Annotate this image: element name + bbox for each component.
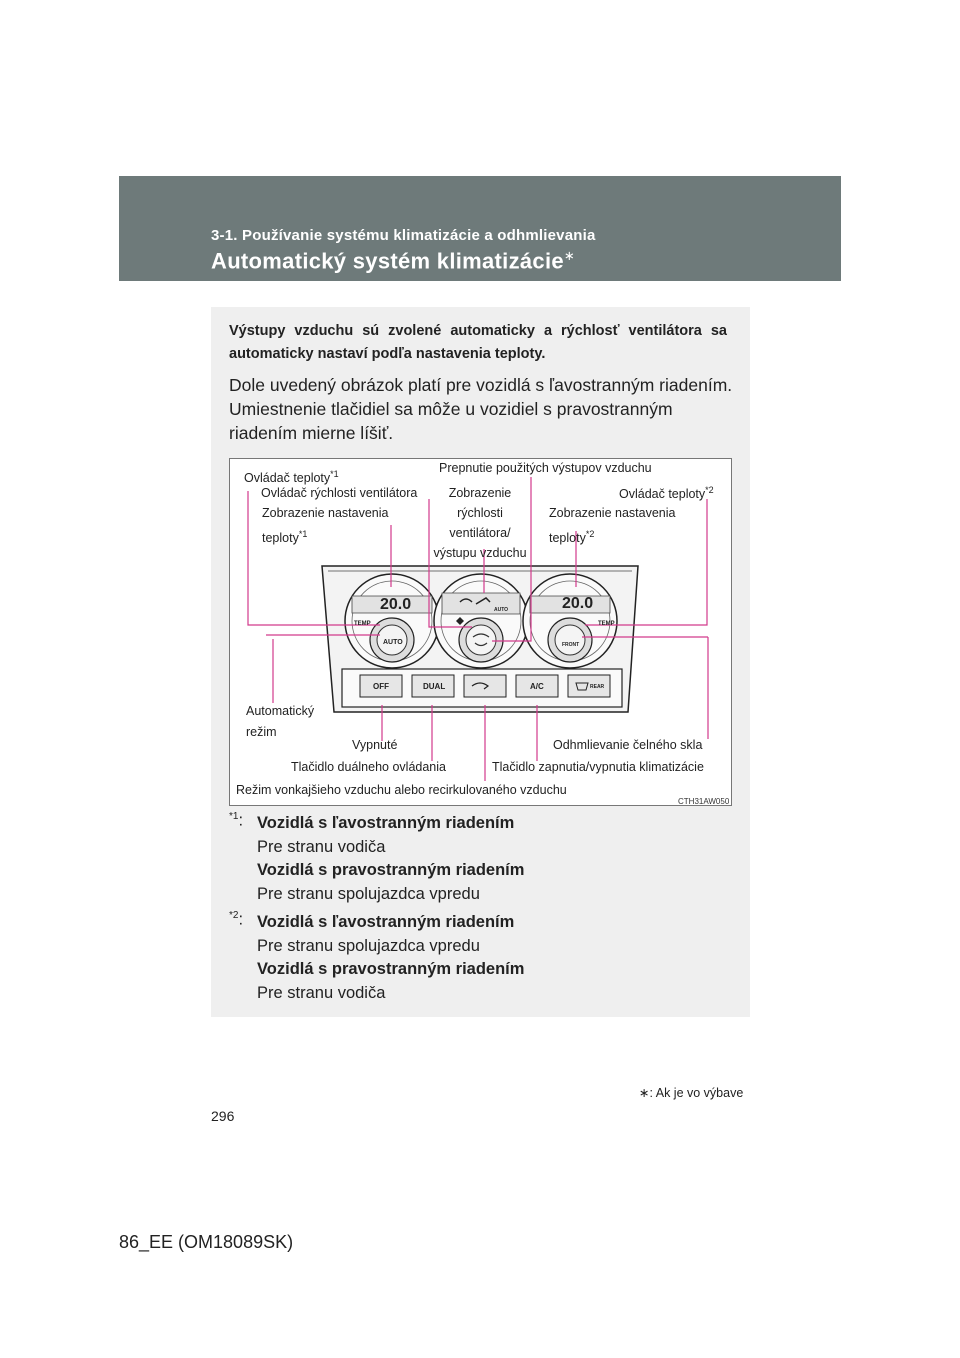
auto-knob-label: AUTO <box>383 639 403 646</box>
label-temp-display-1-sup: *1 <box>298 529 308 539</box>
label-temp-display-2 <box>549 503 699 549</box>
label-recirc-mode: Režim vonkajšieho vzduchu alebo recirkulovaného vzduchu <box>236 783 567 797</box>
label-auto-mode: Automatický režim <box>246 704 315 739</box>
intro-text: Dole uvedený obrázok platí pre vozidlá s ľavostranným riadením. Umiestnenie tlačidiel sa môže u vozidiel s pravostranným riadením mierne líšiť. <box>229 375 733 443</box>
note-1-line-4: Pre stranu spolujazdca vpredu <box>257 884 480 903</box>
optional-mark: ∗ <box>563 248 576 263</box>
note-2-line-4: Pre stranu vodiča <box>257 983 386 1002</box>
label-fan-speed-control: Ovládač rýchlosti ventilátora <box>261 486 418 500</box>
note-2-mark: $^{*2}$: <box>229 910 244 929</box>
label-temp-display-1 <box>262 503 412 549</box>
section-title: 3-1. Používanie systému klimatizácie a odhmlievania <box>211 227 596 244</box>
rear-button-label: REAR <box>590 684 605 690</box>
label-fan-outlet-display: Zobrazenie rýchlosti ventilátora/ výstupu vzduchu <box>433 486 527 560</box>
label-temp-control-2-sup: *2 <box>705 485 714 495</box>
figure-code: CTH31AW050 <box>678 797 730 806</box>
note-1-mark-text: *1 <box>229 811 239 822</box>
label-temp-display-1-text: Zobrazenie nastavenia teploty <box>262 506 389 546</box>
label-outlet-switch: Prepnutie použitých výstupov vzduchu <box>439 461 652 475</box>
dual-button-label: DUAL <box>423 682 446 691</box>
footnote: ∗: Ak je vo výbave <box>639 1086 744 1100</box>
page-heading-text: Automatický systém klimatizácie <box>211 248 564 274</box>
right-display-value: 20.0 <box>562 595 594 612</box>
climate-control-figure <box>229 458 732 806</box>
label-temp-display-2-sup: *2 <box>585 529 595 539</box>
page-number: 296 <box>211 1108 235 1124</box>
recirc-button <box>464 675 506 697</box>
label-ac-button: Tlačidlo zapnutia/vypnutia klimatizácie <box>492 760 704 774</box>
temp-left-label: TEMP <box>354 621 371 627</box>
document-code: 86_EE (OM18089SK) <box>119 1232 294 1252</box>
temp-right-label: TEMP <box>598 621 615 627</box>
label-windshield-defog: Odhmlievanie čelného skla <box>553 738 703 752</box>
label-temp-control-1-sup: *1 <box>330 469 339 479</box>
center-display <box>442 593 520 614</box>
auto-display-label: AUTO <box>494 607 509 613</box>
front-knob-label: FRONT <box>562 642 580 648</box>
label-temp-control-2 <box>619 483 714 502</box>
note-2-line-3: Vozidlá s pravostranným riadením <box>257 960 525 978</box>
label-temp-control-1-text: Ovládač teploty <box>244 471 331 486</box>
label-off: Vypnuté <box>352 738 398 752</box>
note-2-line-2: Pre stranu spolujazdca vpredu <box>257 936 480 955</box>
note-1-line-2: Pre stranu vodiča <box>257 837 386 856</box>
page-heading <box>211 248 575 274</box>
note-1-line-1: Vozidlá s ľavostranným riadením <box>257 814 515 832</box>
label-temp-display-2-text: Zobrazenie nastavenia teploty <box>549 506 676 546</box>
label-dual-button: Tlačidlo duálneho ovládania <box>291 760 446 774</box>
note-2-mark-text: *2 <box>229 910 239 921</box>
label-temp-control-1 <box>244 467 339 486</box>
note-1-line-3: Vozidlá s pravostranným riadením <box>257 861 525 879</box>
left-display-value: 20.0 <box>380 596 412 613</box>
note-1-mark: $^{*1}$: <box>229 811 244 830</box>
center-knob-center <box>466 625 496 655</box>
note-2-line-1: Vozidlá s ľavostranným riadením <box>257 913 515 931</box>
intro-bold-text: Výstupy vzduchu sú zvolené automaticky a rýchlosť ventilátora sa automaticky nastaví podľa nastavenia teploty. <box>229 323 727 362</box>
note-1-body <box>257 812 524 906</box>
ac-button-label: A/C <box>530 682 544 691</box>
off-button-label: OFF <box>373 682 389 691</box>
note-2-body <box>257 911 524 1005</box>
label-temp-control-2-text: Ovládač teploty <box>619 487 706 502</box>
